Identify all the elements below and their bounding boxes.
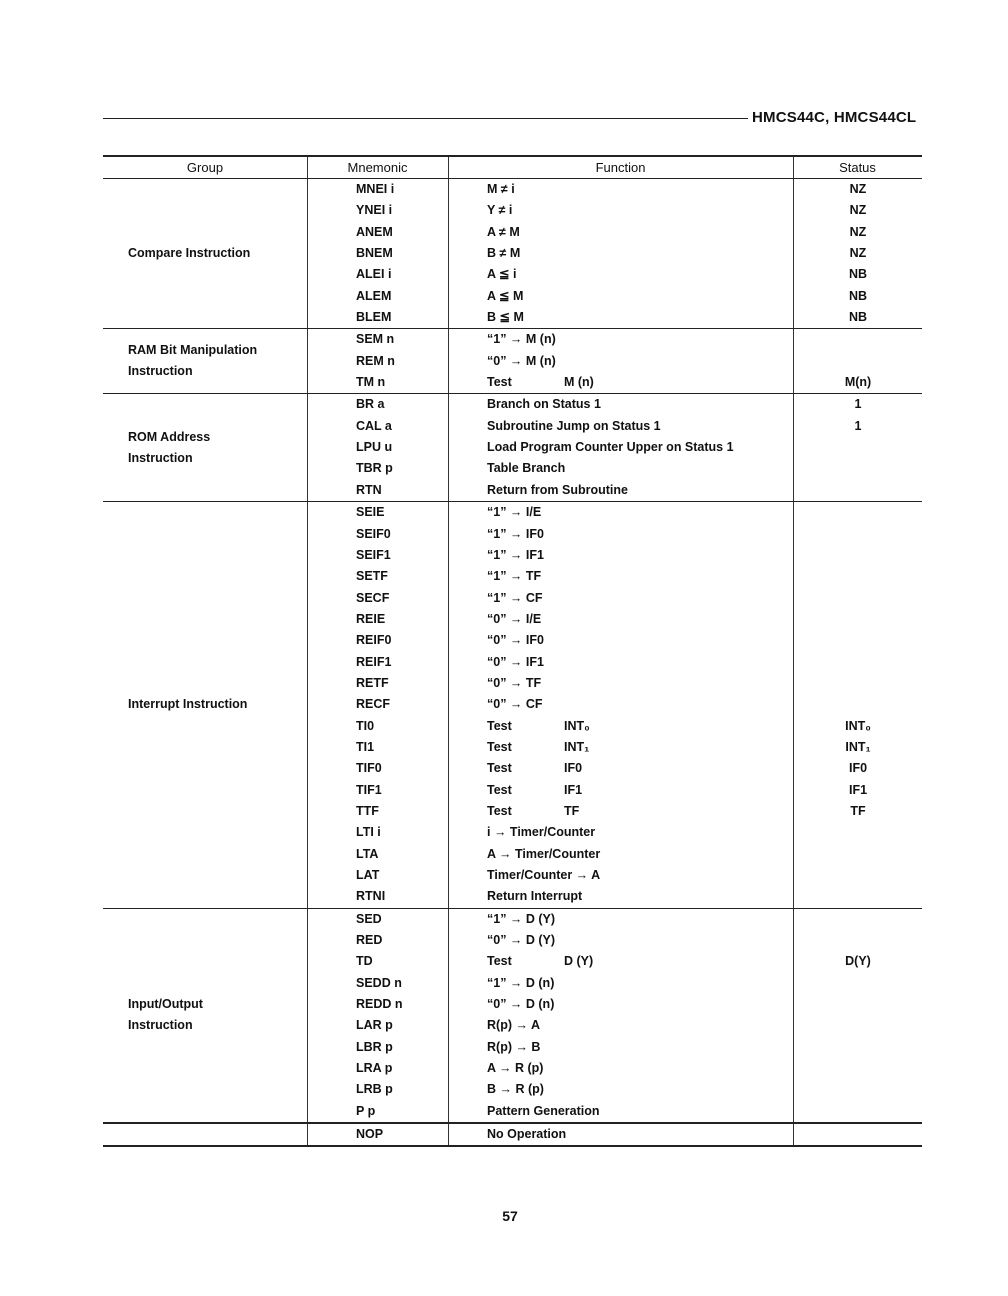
function-cell: Test (487, 782, 512, 797)
function-cell: Return Interrupt (487, 889, 583, 904)
function-cell: “1” → IF0 (487, 526, 544, 541)
mnemonic-cell: ALEM (356, 288, 392, 303)
mnemonic-cell: LTI i (356, 825, 381, 840)
table-row (103, 437, 922, 458)
status-cell: NZ (849, 182, 867, 196)
function-cell: “1” → TF (487, 569, 542, 584)
function-cell: Test (487, 761, 512, 776)
function-cell: “1” → CF (487, 590, 543, 605)
function-operand-cell: M (n) (564, 375, 594, 390)
mnemonic-cell: RETF (356, 675, 389, 690)
function-cell: i → Timer/Counter (487, 825, 596, 840)
page-number: 57 (502, 1208, 518, 1224)
function-cell: A ≦ M (487, 288, 524, 303)
mnemonic-cell: TM n (356, 375, 386, 390)
mnemonic-cell: ALEI i (356, 267, 392, 282)
function-cell: “1” → D (Y) (487, 911, 556, 926)
table-group (103, 179, 922, 329)
table-row (103, 630, 922, 651)
status-cell: TF (850, 803, 866, 818)
table-row (103, 1079, 922, 1100)
mnemonic-cell: YNEI i (356, 203, 393, 218)
table-row (103, 502, 922, 523)
mnemonic-cell: LRB p (356, 1082, 393, 1097)
function-cell: “0” → CF (487, 697, 543, 712)
function-cell: “0” → I/E (487, 611, 542, 626)
mnemonic-cell: SEDD n (356, 975, 402, 990)
mnemonic-cell: LAT (356, 868, 380, 882)
group-label: RAM Bit Manipulation (128, 343, 258, 358)
table-row (103, 1037, 922, 1058)
status-cell: IF0 (848, 761, 868, 776)
instruction-table (103, 155, 922, 1147)
function-operand-cell: INT₀ (564, 718, 590, 733)
status-cell: 1 (854, 397, 862, 412)
table-group (103, 394, 922, 502)
table-row (103, 1101, 922, 1122)
status-cell: INT₁ (845, 739, 871, 754)
mnemonic-cell: LTA (356, 846, 379, 861)
function-cell: M ≠ i (487, 182, 515, 196)
function-cell: Load Program Counter Upper on Status 1 (487, 440, 734, 455)
table-row (103, 179, 922, 200)
status-cell: 1 (854, 418, 862, 433)
table-row (103, 716, 922, 737)
table-row (103, 286, 922, 307)
mnemonic-cell: SEIE (356, 505, 385, 520)
mnemonic-cell: REDD n (356, 997, 403, 1012)
mnemonic-cell: TI1 (356, 739, 375, 754)
function-cell: Test (487, 718, 512, 733)
function-cell: “0” → IF0 (487, 633, 544, 648)
function-cell: “0” → TF (487, 675, 542, 690)
mnemonic-cell: SEM n (356, 332, 395, 347)
mnemonic-cell: TBR p (356, 461, 393, 476)
column-header-group: Group (186, 160, 224, 175)
status-cell: NZ (849, 246, 867, 261)
function-cell: Branch on Status 1 (487, 397, 601, 412)
function-cell: “0” → IF1 (487, 654, 544, 669)
mnemonic-cell: BLEM (356, 310, 392, 325)
group-label: Instruction (128, 450, 193, 465)
table-row (103, 372, 922, 393)
table-row (103, 1124, 922, 1147)
function-cell: R(p) → B (487, 1039, 541, 1054)
document-title: HMCS44C, HMCS44CL (752, 109, 917, 126)
table-row (103, 930, 922, 951)
mnemonic-cell: RTNI (356, 889, 386, 904)
table-row (103, 909, 922, 930)
function-operand-cell: IF0 (564, 761, 583, 776)
table-row (103, 222, 922, 243)
function-cell: A ≠ M (487, 224, 520, 239)
function-cell: Test (487, 954, 512, 969)
function-cell: A → Timer/Counter (487, 846, 601, 861)
table-group (103, 329, 922, 394)
table-row (103, 780, 922, 801)
function-operand-cell: IF1 (564, 782, 583, 797)
function-cell: B → R (p) (487, 1082, 544, 1097)
table-row (103, 394, 922, 415)
function-cell: Test (487, 803, 512, 818)
mnemonic-cell: LBR p (356, 1039, 393, 1054)
function-cell: No Operation (487, 1127, 567, 1142)
table-header (103, 155, 922, 179)
function-cell: Return from Subroutine (487, 482, 628, 497)
function-operand-cell: INT₁ (564, 739, 590, 754)
function-cell: Test (487, 375, 512, 390)
table-row (103, 545, 922, 566)
group-label: Input/Output (128, 997, 203, 1012)
status-cell: D(Y) (845, 954, 871, 969)
mnemonic-cell: BNEM (356, 246, 393, 261)
mnemonic-cell: SEIF0 (356, 526, 391, 541)
mnemonic-cell: RECF (356, 697, 391, 712)
mnemonic-cell: REIE (356, 611, 386, 626)
mnemonic-cell: REM n (356, 353, 395, 368)
table-row (103, 480, 922, 501)
function-cell: Pattern Generation (487, 1103, 600, 1118)
mnemonic-cell: RED (356, 933, 383, 948)
mnemonic-cell: ANEM (356, 224, 393, 239)
table-row (103, 416, 922, 437)
table-row (103, 994, 922, 1015)
group-label: Interrupt Instruction (128, 697, 248, 712)
group-label: ROM Address (128, 429, 211, 444)
status-cell: NZ (849, 224, 867, 239)
mnemonic-cell: TIF1 (356, 782, 382, 797)
column-header-function: Function (595, 160, 646, 175)
mnemonic-cell: REIF0 (356, 633, 392, 648)
table-row (103, 801, 922, 822)
table-row (103, 307, 922, 328)
table-row (103, 673, 922, 694)
function-cell: Y ≠ i (487, 203, 513, 218)
mnemonic-cell: LAR p (356, 1018, 393, 1033)
table-row (103, 844, 922, 865)
table-row (103, 200, 922, 221)
table-row (103, 652, 922, 673)
mnemonic-cell: P p (356, 1103, 376, 1118)
function-cell: Timer/Counter → A (487, 868, 601, 882)
column-header-mnemonic: Mnemonic (347, 160, 408, 175)
column-header-status: Status (839, 160, 876, 175)
mnemonic-cell: BR a (356, 397, 385, 412)
mnemonic-cell: SED (356, 911, 382, 926)
status-cell: NB (848, 267, 868, 282)
table-row (103, 886, 922, 907)
function-cell: “0” → D (n) (487, 997, 555, 1012)
function-cell: “1” → I/E (487, 505, 542, 520)
table-row (103, 737, 922, 758)
mnemonic-cell: CAL a (356, 418, 392, 433)
table-group (103, 909, 922, 1124)
status-cell: NZ (849, 203, 867, 218)
status-cell: IF1 (848, 782, 868, 797)
mnemonic-cell: NOP (356, 1127, 384, 1142)
function-cell: B ≦ M (487, 310, 524, 325)
table-row (103, 524, 922, 545)
function-cell: Test (487, 739, 512, 754)
table-row (103, 609, 922, 630)
table-row (103, 566, 922, 587)
function-cell: A → R (p) (487, 1061, 544, 1076)
mnemonic-cell: SEIF1 (356, 547, 391, 562)
function-operand-cell: D (Y) (564, 954, 594, 969)
mnemonic-cell: TD (356, 954, 373, 969)
table-row (103, 588, 922, 609)
function-cell: “0” → D (Y) (487, 933, 556, 948)
mnemonic-cell: SECF (356, 590, 390, 605)
table-row (103, 822, 922, 843)
mnemonic-cell: LPU u (356, 440, 393, 455)
table-row (103, 264, 922, 285)
mnemonic-cell: RTN (356, 482, 382, 497)
table-row (103, 1015, 922, 1036)
mnemonic-cell: SETF (356, 569, 388, 584)
function-cell: Table Branch (487, 461, 566, 476)
function-cell: B ≠ M (487, 246, 521, 261)
group-label: Instruction (128, 1018, 193, 1033)
table-group (103, 502, 922, 909)
function-cell: “0” → M (n) (487, 353, 556, 368)
mnemonic-cell: LRA p (356, 1061, 393, 1076)
status-cell: INT₀ (845, 718, 871, 733)
table-row (103, 758, 922, 779)
status-cell: M(n) (844, 375, 872, 390)
mnemonic-cell: REIF1 (356, 654, 392, 669)
mnemonic-cell: TTF (356, 803, 379, 818)
function-cell: A ≦ i (487, 267, 517, 282)
function-cell: R(p) → A (487, 1018, 540, 1033)
group-label: Compare Instruction (128, 246, 251, 261)
mnemonic-cell: TIF0 (356, 761, 382, 776)
header-rule (103, 118, 748, 119)
mnemonic-cell: MNEI i (356, 182, 395, 196)
function-operand-cell: TF (564, 803, 580, 818)
mnemonic-cell: TI0 (356, 718, 375, 733)
function-cell: Subroutine Jump on Status 1 (487, 418, 661, 433)
status-cell: NB (848, 288, 868, 303)
group-label: Instruction (128, 364, 193, 379)
function-cell: “1” → M (n) (487, 332, 556, 347)
table-row (103, 458, 922, 479)
table-row (103, 865, 922, 886)
table-row (103, 1058, 922, 1079)
function-cell: “1” → IF1 (487, 547, 544, 562)
status-cell: NB (848, 310, 868, 325)
table-row (103, 973, 922, 994)
table-row (103, 951, 922, 972)
function-cell: “1” → D (n) (487, 975, 555, 990)
